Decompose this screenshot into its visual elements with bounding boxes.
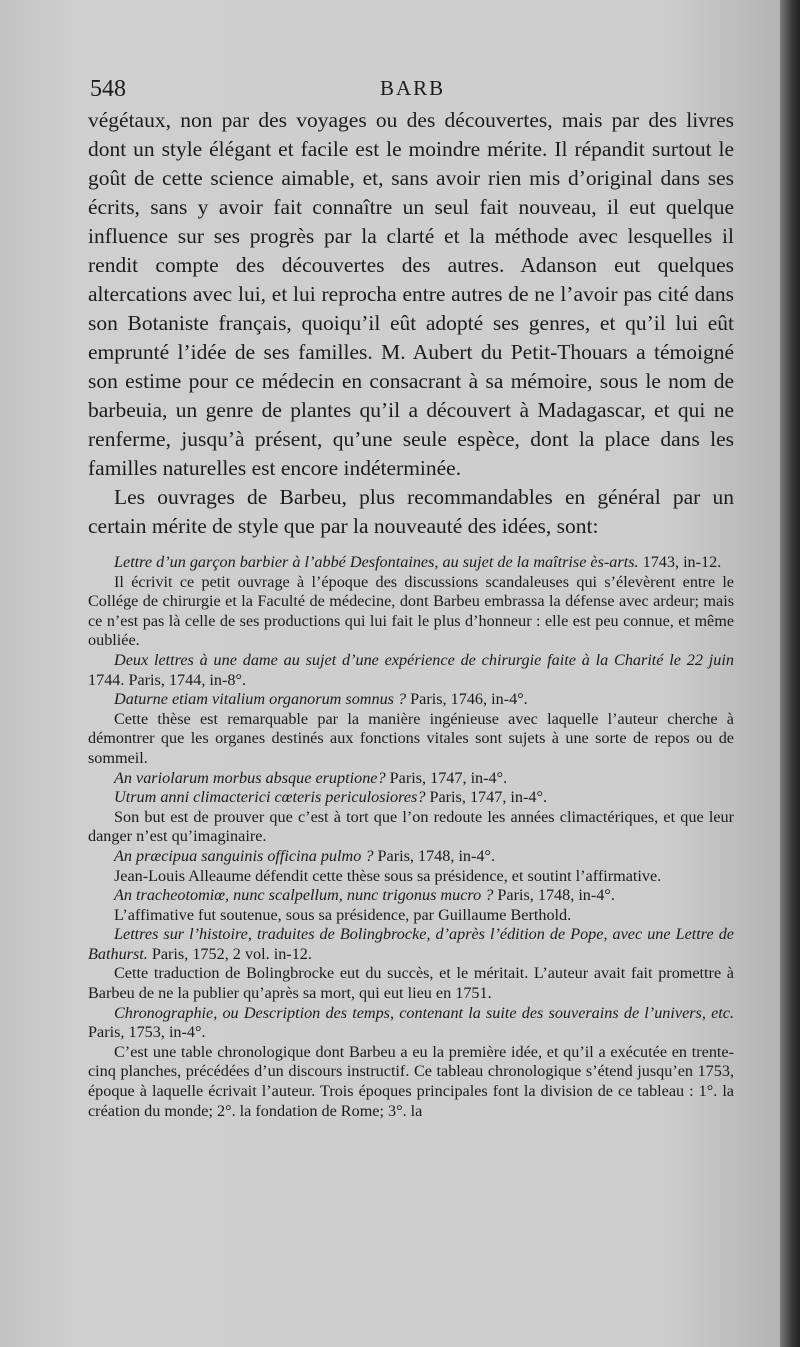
work-details: Paris, 1748, in-4°. [493, 886, 615, 905]
paragraph: Les ouvrages de Barbeu, plus recommandables en général par un certain mérite de style que par la nouveauté des idées, sont: [88, 485, 734, 538]
work-entry [88, 553, 734, 573]
paragraph: végétaux, non par des voyages ou des découvertes, mais par des livres dont un style élégant et facile est le moindre mérite. Il répandit surtout le goût de cette science aimable, et, sans avoir rien mis d’original dans ses écrits, sans y avoir fait connaître un seul fait nouveau, il eut quelque influence sur ses progrès par la clarté et la méthode avec lesquelles il rendit compte des découvertes des autres. Adanson eut quelques altercations avec lui, et lui reprocha entre autres de ne l’avoir pas cité dans son Botaniste français, quoiqu’il eût adopté ses genres, et qu’il lui eût emprunté l’idée de ses familles. M. Aubert du Petit-Thouars a témoigné son estime pour ce médecin en consacrant à sa mémoire, sous le nom de barbeuia, un genre de plantes qu’il a découvert à Madagascar, et qui ne renferme, jusqu’à présent, qu’une seule espèce, dont la place dans les familles naturelles est encore indéterminée. [88, 108, 734, 480]
work-entry [88, 925, 734, 964]
work-title: Lettre d’un garçon barbier à l’abbé Desfontaines, au sujet de la maîtrise ès-arts. [114, 553, 639, 571]
page-body [88, 106, 734, 1121]
work-details: Paris, 1752, 2 vol. in-12. [147, 944, 312, 963]
work-entry [88, 651, 734, 690]
work-details: Paris, 1748, in-4°. [373, 846, 496, 865]
work-details: Paris, 1747, in-4°. [385, 768, 508, 787]
work-details: Paris, 1747, in-4°. [425, 788, 548, 807]
work-details: Paris, 1753, in-4°. [88, 1023, 206, 1042]
work-note: Son but est de prouver que c’est à tort que l’on redoute les années climactériques, et que leur danger n’est qu’imaginaire. [88, 807, 734, 846]
work-note: Cette thèse est remarquable par la manière ingénieuse avec laquelle l’auteur cherche à démontrer que les organes destinés aux fonctions vitales sont sujets à une sorte de repos ou de sommeil. [88, 709, 734, 767]
work-title: Utrum anni climacterici cœteris periculosiores? [114, 788, 426, 807]
work-note: Il écrivit ce petit ouvrage à l’époque des discussions scandaleuses qui s’élevèrent entre le Collége de chirurgie et la Faculté de médecine, dont Barbeu embrassa la défense avec ardeur; mais ce n’est pas là celle de ses productions qui lui fait le plus d’honneur : elle est peu connue, et même oubliée. [88, 572, 734, 650]
page-number: 548 [90, 76, 126, 102]
work-details: Paris, 1746, in-4°. [406, 690, 528, 709]
work-entry [88, 886, 734, 906]
work-title: An præcipua sanguinis officina pulmo ? [114, 846, 374, 865]
work-title: Lettres sur l’histoire, traduites de Bolingbrocke, d’après l’édition de Pope, avec une Lettre de Bathurst. [88, 925, 734, 963]
work-entry [88, 847, 734, 867]
page-header [90, 76, 730, 106]
work-note: L’affimative fut soutenue, sous sa présidence, par Guillaume Berthold. [114, 905, 572, 924]
page-edge-shadow [780, 0, 800, 1347]
work-title: An tracheotomiœ, nunc scalpellum, nunc trigonus mucro ? [114, 886, 494, 905]
work-entry [88, 769, 734, 789]
main-text [88, 106, 734, 541]
work-note: Cette traduction de Bolingbrocke eut du succès, et le méritait. L’auteur avait fait promettre à Barbeu de ne la publier qu’après sa mort, qui eut lieu en 1751. [88, 964, 734, 1003]
work-details: 1743, in-12. [638, 553, 722, 571]
work-title: An variolarum morbus absque eruptione? [114, 768, 386, 787]
works-list [88, 553, 734, 1121]
work-details: 1744. Paris, 1744, in-8°. [88, 670, 247, 689]
work-note: Jean-Louis Alleaume défendit cette thèse sous sa présidence, et soutint l’affirmative. [114, 866, 662, 885]
work-note: C’est une table chronologique dont Barbeu a eu la première idée, et qu’il a exécutée en trente-cinq planches, précédées d’un discours instructif. Ce tableau chronologique s’étend jusqu’en 1753, époque à laquelle écrivait l’auteur. Trois époques principales font la division de ce tableau : 1°. la création du monde; 2°. la fondation de Rome; 3°. la [88, 1042, 734, 1120]
work-entry [88, 788, 734, 808]
work-entry [88, 1004, 734, 1043]
work-title: Daturne etiam vitalium organorum somnus ? [114, 690, 407, 709]
work-title: Chronographie, ou Description des temps, contenant la suite des souverains de l’univers, etc. [114, 1003, 734, 1022]
running-head: BARB [380, 76, 446, 100]
work-title: Deux lettres à une dame au sujet d’une expérience de chirurgie faite à la Charité le 22 juin [114, 650, 734, 669]
work-entry [88, 690, 734, 710]
